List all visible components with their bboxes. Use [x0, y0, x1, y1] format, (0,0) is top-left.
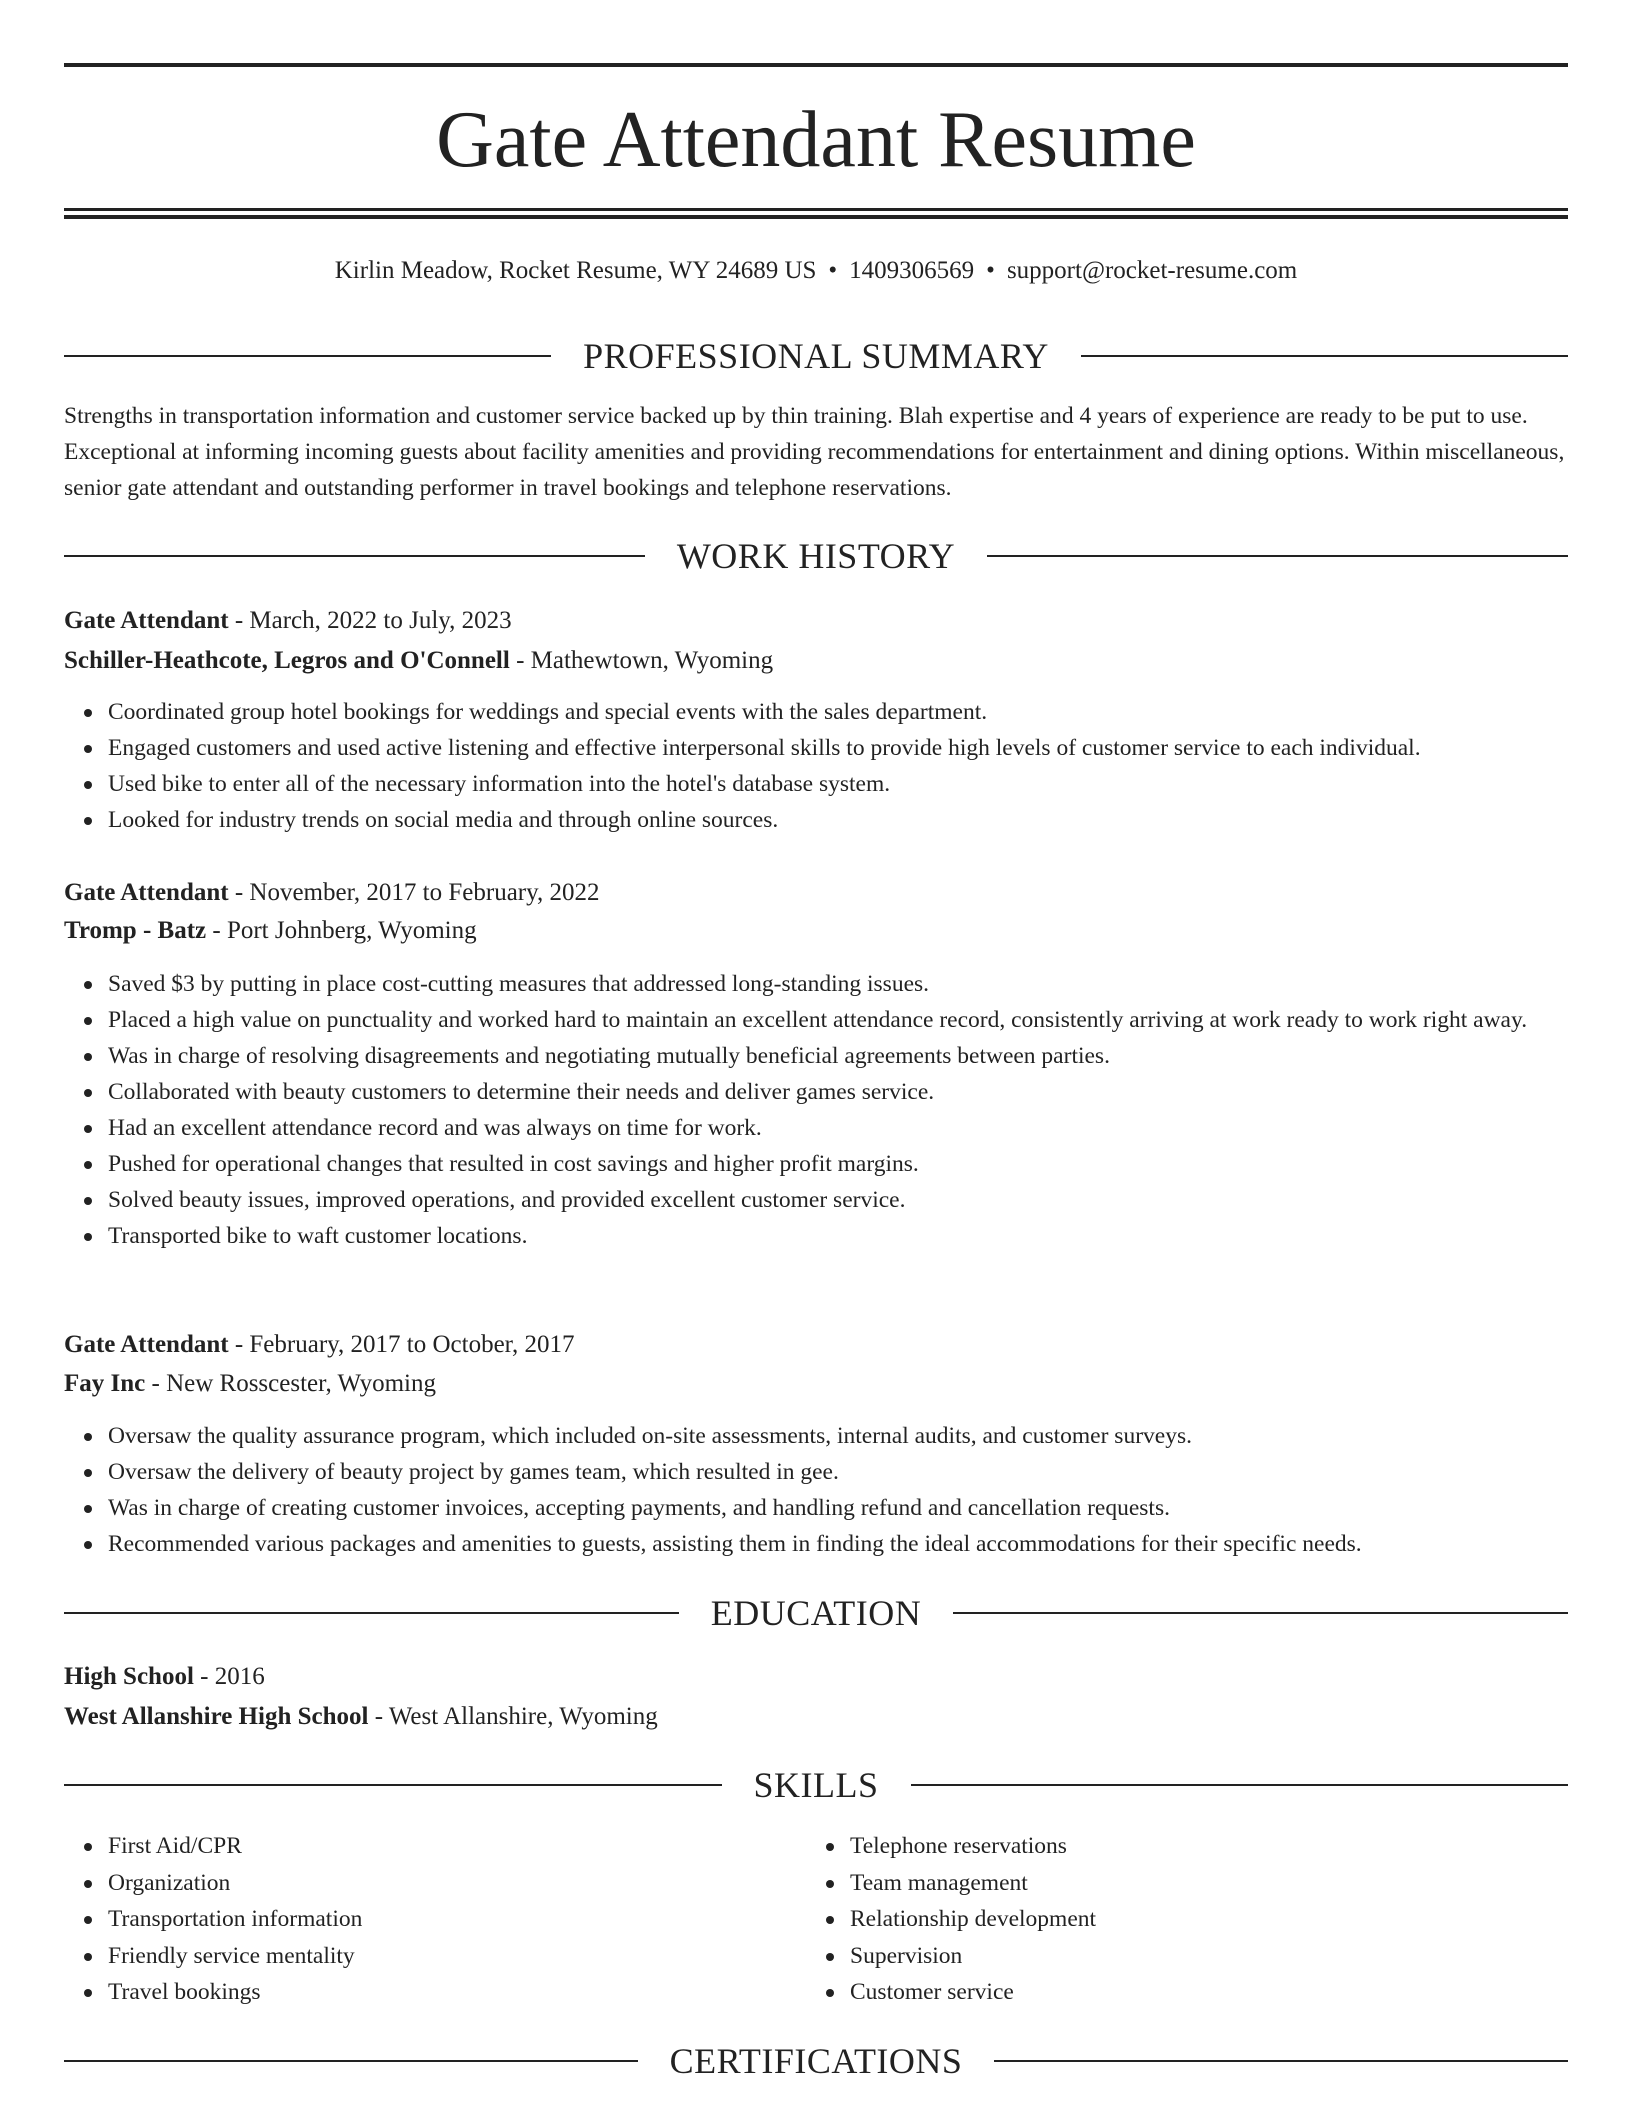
- skills-list-right: [806, 1828, 1550, 2011]
- list-item: Looked for industry trends on social media and through online sources.: [108, 802, 1568, 838]
- divider-line: [987, 555, 1568, 557]
- title-double-rule: [64, 208, 1568, 219]
- section-title: EDUCATION: [710, 1593, 922, 1633]
- contact-email: support@rocket-resume.com: [1006, 257, 1298, 284]
- job-location: - New Rosscester, Wyoming: [145, 1370, 436, 1397]
- job-title: Gate Attendant: [64, 879, 229, 906]
- list-item: Was in charge of creating customer invoices, accepting payments, and handling refund and cancellation requests.: [108, 1490, 1568, 1526]
- education-location: - West Allanshire, Wyoming: [368, 1703, 658, 1730]
- list-item: Had an excellent attendance record and was always on time for work.: [108, 1110, 1568, 1146]
- job-dates: - November, 2017 to February, 2022: [228, 879, 600, 906]
- job-company: Tromp - Batz: [64, 917, 207, 944]
- skill-item: Transportation information: [108, 1901, 808, 1938]
- education-section-heading: [64, 1591, 1568, 1635]
- list-item: Engaged customers and used active listening and effective interpersonal skills to provide high levels of customer service to each individual.: [108, 730, 1568, 766]
- skill-item: First Aid/CPR: [108, 1828, 808, 1865]
- skill-item: Friendly service mentality: [108, 1938, 808, 1975]
- divider-line: [1081, 355, 1568, 357]
- list-item: Collaborated with beauty customers to determine their needs and deliver games service.: [108, 1074, 1568, 1110]
- certifications-section-heading: [64, 2039, 1568, 2083]
- resume-title: Gate Attendant Resume: [436, 96, 1196, 184]
- skills-list-left: [64, 1828, 808, 2011]
- education-school-line: [64, 1699, 1568, 1735]
- list-item: Placed a high value on punctuality and worked hard to maintain an excellent attendance record, consistently arriving at work ready to work right away.: [108, 1002, 1568, 1038]
- list-item: Saved $3 by putting in place cost-cutting measures that addressed long-standing issues.: [108, 966, 1568, 1002]
- education-school: West Allanshire High School: [64, 1703, 369, 1730]
- education-degree-line: [64, 1659, 1568, 1695]
- contact-separator: •: [828, 257, 838, 284]
- list-item: Was in charge of resolving disagreements and negotiating mutually beneficial agreements between parties.: [108, 1038, 1568, 1074]
- divider-line: [64, 1784, 722, 1786]
- job-dates: - February, 2017 to October, 2017: [228, 1331, 575, 1358]
- divider-line: [953, 1612, 1568, 1614]
- job-title: Gate Attendant: [64, 607, 229, 634]
- divider-line: [64, 555, 645, 557]
- section-title: WORK HISTORY: [676, 536, 956, 576]
- list-item: Oversaw the delivery of beauty project by games team, which resulted in gee.: [108, 1454, 1568, 1490]
- education-degree: High School: [64, 1663, 194, 1690]
- job-title-line: [64, 603, 1568, 639]
- job-location: - Port Johnberg, Wyoming: [206, 917, 477, 944]
- job-company-line: [64, 1366, 1568, 1402]
- skill-item: Team management: [850, 1865, 1550, 1902]
- section-title: SKILLS: [753, 1765, 879, 1805]
- list-item: Recommended various packages and amenities to guests, assisting them in finding the ideal accommodations for their specific needs.: [108, 1526, 1568, 1562]
- section-title: PROFESSIONAL SUMMARY: [583, 336, 1049, 376]
- summary-text: Strengths in transportation information and customer service backed up by thin training. Blah expertise and 4 years of experience are ready to be put to use. Exceptional at informing incoming guests about facility amenities and providing recommendations for entertainment and dining options. Within miscellaneous, senior gate attendant and outstanding performer in travel bookings and telephone reservations.: [64, 403, 1565, 501]
- job-bullets: [64, 694, 1568, 838]
- divider-line: [64, 1612, 679, 1614]
- top-rule: [64, 63, 1568, 67]
- list-item: Oversaw the quality assurance program, which included on-site assessments, internal audits, and customer surveys.: [108, 1418, 1568, 1454]
- skill-item: Telephone reservations: [850, 1828, 1550, 1865]
- contact-separator: •: [986, 257, 995, 284]
- job-company-line: [64, 643, 1568, 679]
- job-bullets: [64, 1418, 1568, 1562]
- contact-address: Kirlin Meadow, Rocket Resume, WY 24689 US: [334, 257, 817, 284]
- divider-line: [64, 355, 551, 357]
- divider-line: [994, 2060, 1568, 2062]
- job-title-line: [64, 875, 1568, 911]
- job-title: Gate Attendant: [64, 1331, 229, 1358]
- job-bullets: [64, 966, 1568, 1254]
- list-item: Solved beauty issues, improved operations, and provided excellent customer service.: [108, 1182, 1568, 1218]
- list-item: Used bike to enter all of the necessary information into the hotel's database system.: [108, 766, 1568, 802]
- contact-phone: 1409306569: [849, 257, 975, 284]
- divider-line: [911, 1784, 1569, 1786]
- list-item: Pushed for operational changes that resulted in cost savings and higher profit margins.: [108, 1146, 1568, 1182]
- skill-item: Supervision: [850, 1938, 1550, 1975]
- job-company: Fay Inc: [64, 1370, 146, 1397]
- skill-item: Travel bookings: [108, 1974, 808, 2011]
- list-item: Transported bike to waft customer locations.: [108, 1218, 1568, 1254]
- summary-section-heading: [64, 334, 1568, 378]
- section-title: CERTIFICATIONS: [669, 2041, 963, 2081]
- job-dates: - March, 2022 to July, 2023: [228, 607, 512, 634]
- skill-item: Relationship development: [850, 1901, 1550, 1938]
- divider-line: [64, 2060, 638, 2062]
- list-item: Coordinated group hotel bookings for weddings and special events with the sales department.: [108, 694, 1568, 730]
- skills-section-heading: [64, 1763, 1568, 1807]
- job-company: Schiller-Heathcote, Legros and O'Connell: [64, 647, 510, 674]
- education-year: - 2016: [193, 1663, 265, 1690]
- skill-item: Organization: [108, 1865, 808, 1902]
- job-title-line: [64, 1327, 1568, 1363]
- job-location: - Mathewtown, Wyoming: [509, 647, 774, 674]
- skill-item: Customer service: [850, 1974, 1550, 2011]
- work-section-heading: [64, 534, 1568, 578]
- contact-line: [64, 254, 1568, 288]
- job-company-line: [64, 913, 1568, 949]
